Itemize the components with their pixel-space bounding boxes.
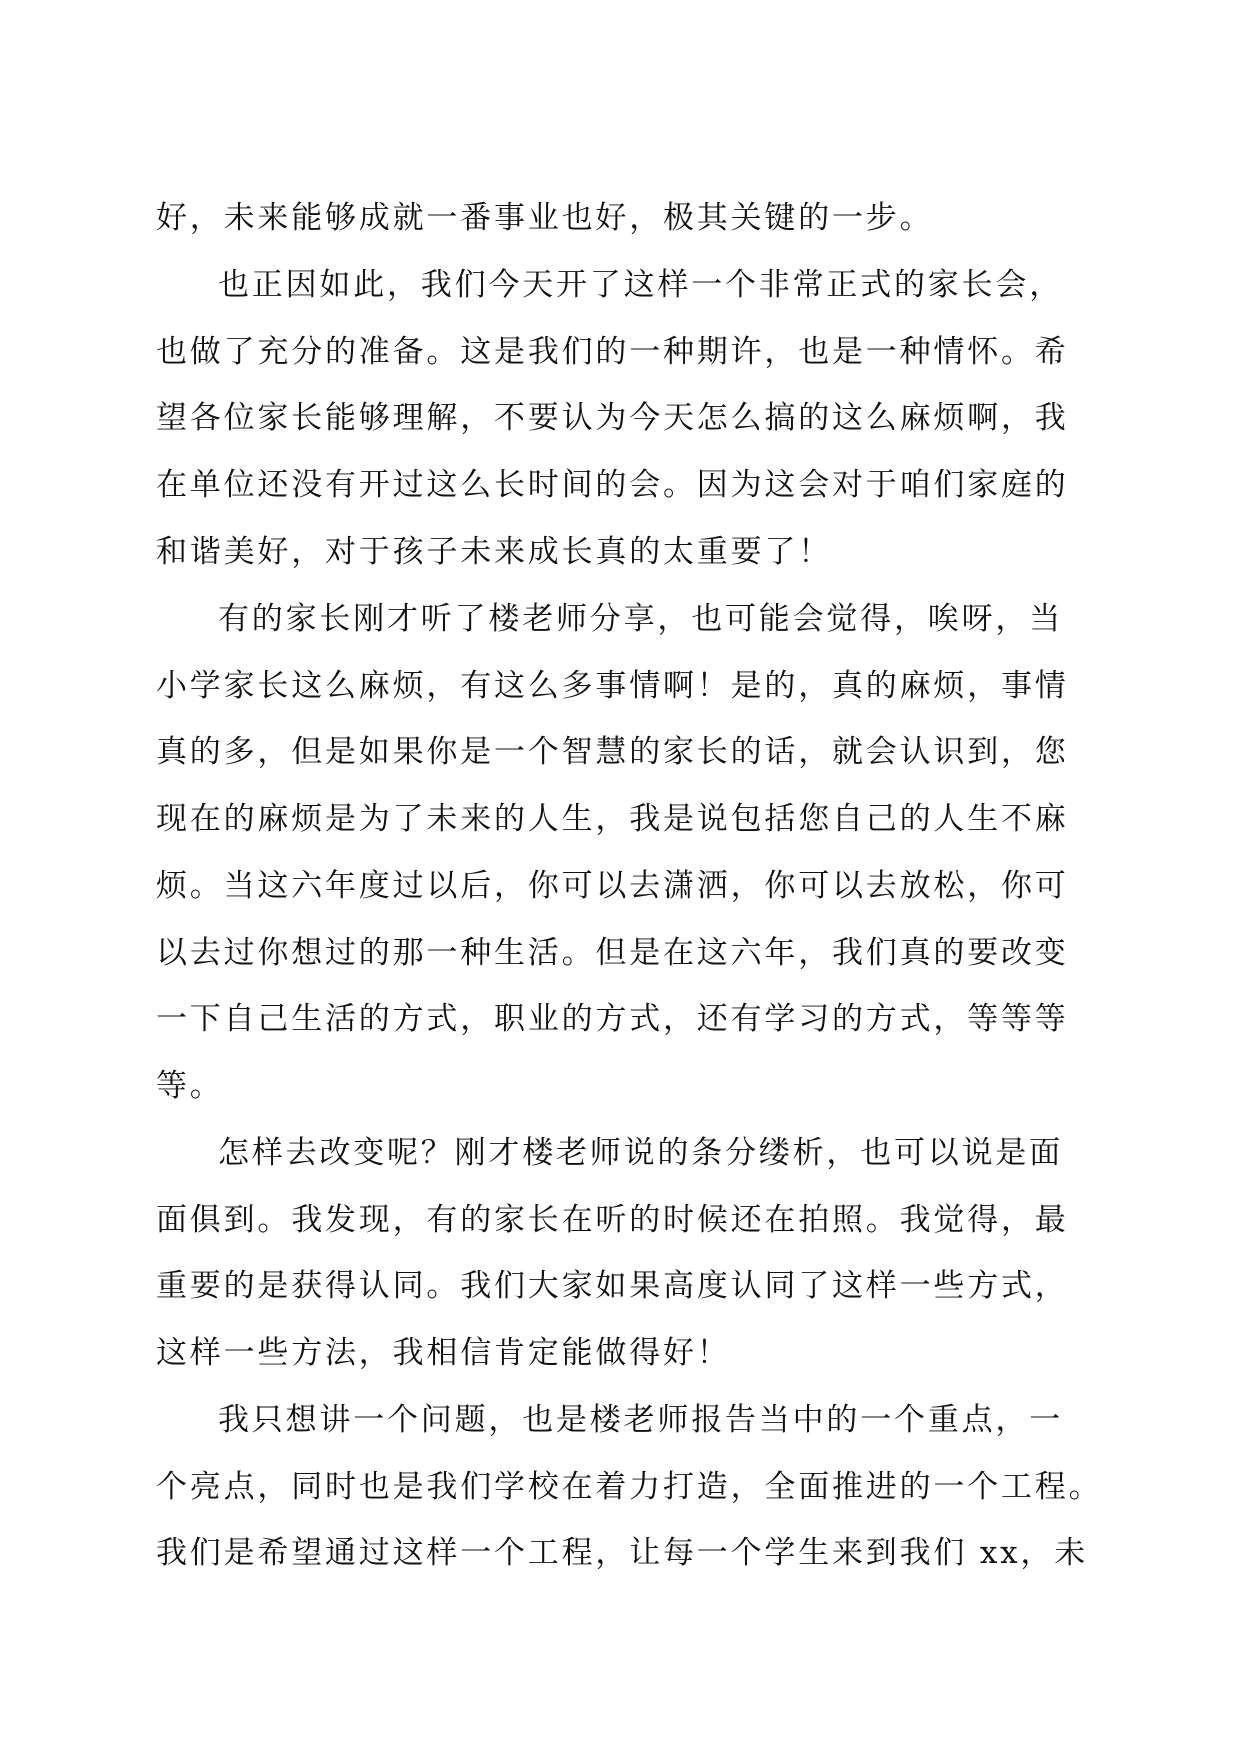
text-line: 也正因如此，我们今天开了这样一个非常正式的家长会， xyxy=(218,267,1063,303)
text-line: 等。 xyxy=(156,1068,224,1104)
text-line: 我只想讲一个问题，也是楼老师报告当中的一个重点，一 xyxy=(218,1402,1063,1438)
text-line: 以去过你想过的那一种生活。但是在这六年，我们真的要改变 xyxy=(156,935,1069,971)
text-line: 真的多，但是如果你是一个智慧的家长的话，就会认识到，您 xyxy=(156,734,1069,770)
text-line: 一下自己生活的方式，职业的方式，还有学习的方式，等等等 xyxy=(156,1001,1069,1037)
text-line: 个亮点，同时也是我们学校在着力打造，全面推进的一个工程。 xyxy=(156,1469,1103,1505)
text-line: 和谐美好，对于孩子未来成长真的太重要了！ xyxy=(156,534,832,570)
text-line: 烦。当这六年度过以后，你可以去潇洒，你可以去放松，你可 xyxy=(156,868,1069,904)
text-line: 重要的是获得认同。我们大家如果高度认同了这样一些方式， xyxy=(156,1268,1069,1304)
text-line: 也做了充分的准备。这是我们的一种期许，也是一种情怀。希 xyxy=(156,334,1069,370)
text-line: 小学家长这么麻烦，有这么多事情啊！是的，真的麻烦，事情 xyxy=(156,668,1069,704)
text-line: 有的家长刚才听了楼老师分享，也可能会觉得，唉呀，当 xyxy=(218,601,1063,637)
text-line: 现在的麻烦是为了未来的人生，我是说包括您自己的人生不麻 xyxy=(156,801,1069,837)
text-line: 怎样去改变呢？刚才楼老师说的条分缕析，也可以说是面 xyxy=(218,1135,1063,1171)
text-line: 我们是希望通过这样一个工程，让每一个学生来到我们 xx，未 xyxy=(156,1535,1089,1571)
text-line: 好，未来能够成就一番事业也好，极其关键的一步。 xyxy=(156,200,934,236)
text-line: 面俱到。我发现，有的家长在听的时候还在拍照。我觉得，最 xyxy=(156,1202,1069,1238)
text-line: 望各位家长能够理解，不要认为今天怎么搞的这么麻烦啊，我 xyxy=(156,400,1069,436)
text-line: 这样一些方法，我相信肯定能做得好！ xyxy=(156,1335,731,1371)
text-line: 在单位还没有开过这么长时间的会。因为这会对于咱们家庭的 xyxy=(156,467,1069,503)
